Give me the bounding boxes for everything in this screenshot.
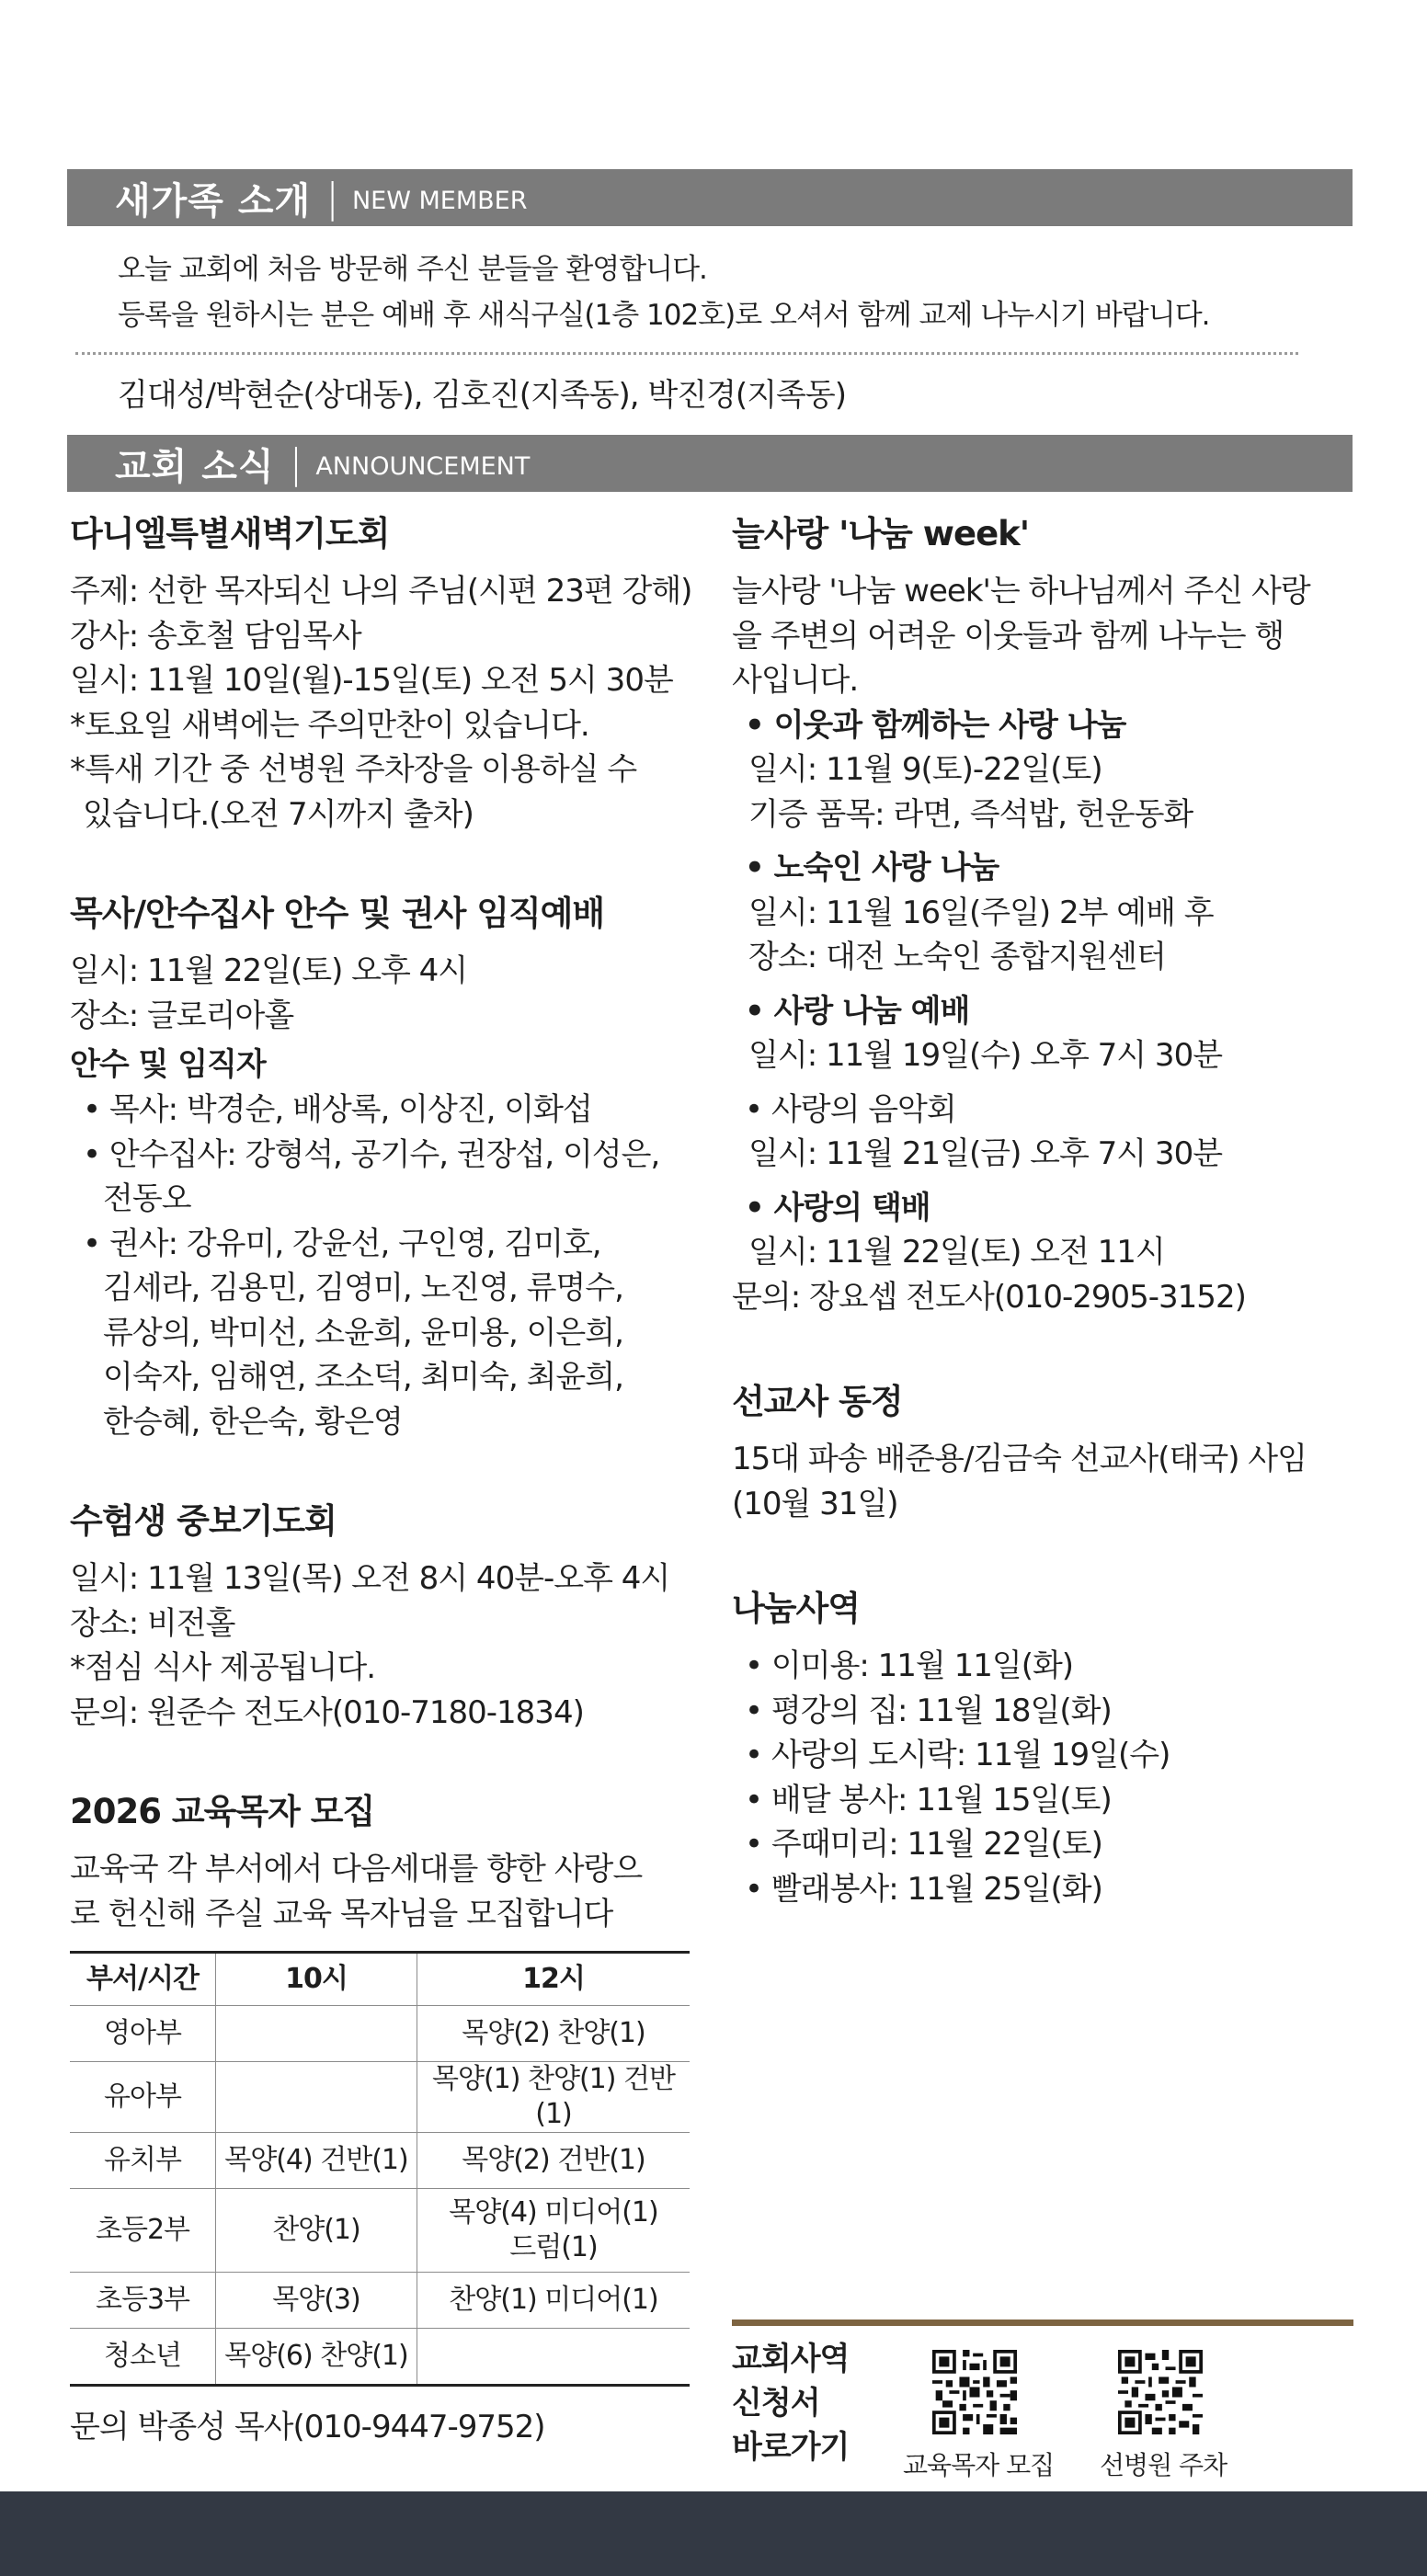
announcement-header — [67, 435, 1353, 492]
header-divider: | — [289, 439, 303, 487]
ordination-bullet: • 안수집사: 강형석, 공기수, 권장섭, 이성은, — [83, 1135, 660, 1173]
missionary-line: (10월 31일) — [732, 1485, 898, 1522]
daniel-line: 강사: 송호철 담임목사 — [70, 617, 361, 655]
ministry-item: • 평강의 집: 11월 18일(화) — [745, 1692, 1112, 1729]
share-item-title: • 노숙인 사랑 나눔 — [745, 849, 999, 886]
table-cell: 유아부 — [70, 2062, 216, 2133]
header-divider: | — [325, 174, 339, 222]
ordination-title: 목사/안수집사 안수 및 권사 임직예배 — [70, 894, 605, 933]
missionary-title: 선교사 동정 — [732, 1382, 903, 1421]
shortcut-label: 교회사역 신청서 바로가기 — [732, 2341, 850, 2466]
new-member-intro — [118, 246, 1210, 338]
table-cell: 찬양(1) 미디어(1) — [417, 2273, 691, 2329]
exam-line: 문의: 원준수 전도사(010-7180-1834) — [70, 1693, 584, 1731]
table-cell-line: 드럼(1) — [509, 2231, 598, 2263]
table-cell: 초등3부 — [70, 2273, 216, 2329]
edu-title: 2026 교육목자 모집 — [70, 1792, 375, 1831]
table-cell — [417, 2189, 691, 2273]
table-cell: 유치부 — [70, 2133, 216, 2189]
table-row — [70, 2062, 690, 2133]
daniel-line: *토요일 새벽에는 주의만찬이 있습니다. — [70, 706, 589, 744]
table-cell: 목양(1) 찬양(1) 건반(1) — [417, 2062, 691, 2133]
ordination-cont: 전동오 — [103, 1180, 191, 1217]
table-row — [70, 2133, 690, 2189]
table-row — [70, 2006, 690, 2062]
table-cell: 초등2부 — [70, 2189, 216, 2273]
ministry-item: • 주때미리: 11월 22일(토) — [745, 1826, 1102, 1863]
table-header: 12시 — [417, 1953, 691, 2006]
new-member-title: 새가족 소개 — [115, 179, 312, 222]
table-cell — [216, 2006, 417, 2062]
share-item-line: 일시: 11월 16일(주일) 2부 예배 후 — [748, 894, 1214, 931]
daniel-line: 있습니다.(오전 7시까지 출차) — [83, 795, 474, 833]
table-cell-line: 목양(4) 미디어(1) — [449, 2196, 658, 2228]
table-cell: 영아부 — [70, 2006, 216, 2062]
share-item-title: • 사랑의 택배 — [745, 1189, 930, 1226]
table-cell: 목양(2) 건반(1) — [417, 2133, 691, 2189]
table-cell: 청소년 — [70, 2329, 216, 2386]
qr-caption-parking: 선병원 주차 — [1100, 2450, 1227, 2480]
ordination-bullet: • 권사: 강유미, 강윤선, 구인영, 김미호, — [83, 1225, 601, 1262]
table-cell — [216, 2062, 417, 2133]
exam-line: *점심 식사 제공됩니다. — [70, 1649, 376, 1686]
ministry-item: • 빨래봉사: 11월 25일(화) — [745, 1870, 1102, 1908]
edu-desc: 교육국 각 부서에서 다음세대를 향한 사랑으 — [70, 1851, 643, 1887]
table-row — [70, 2329, 690, 2386]
exam-line: 장소: 비전홀 — [70, 1604, 235, 1642]
new-member-title-en: NEW MEMBER — [351, 186, 528, 215]
ministry-title: 나눔사역 — [732, 1589, 860, 1628]
exam-title: 수험생 중보기도회 — [70, 1501, 337, 1541]
share-item-line: 일시: 11월 9(토)-22일(토) — [748, 751, 1102, 788]
share-item-line: 기증 품목: 라면, 즉석밥, 헌운동화 — [748, 795, 1193, 833]
qr-code-icon[interactable] — [932, 2350, 1017, 2434]
share-item-line: 일시: 11월 22일(토) 오전 11시 — [748, 1234, 1165, 1271]
share-item-line: 일시: 11월 21일(금) 오후 7시 30분 — [748, 1135, 1223, 1172]
edu-table — [70, 1951, 690, 2387]
new-member-header — [67, 169, 1353, 226]
table-header: 부서/시간 — [70, 1953, 216, 2006]
missionary-line: 15대 파송 배준용/김금숙 선교사(태국) 사임 — [732, 1441, 1307, 1477]
ministry-item: • 배달 봉사: 11월 15일(토) — [745, 1781, 1112, 1818]
share-week-contact: 문의: 장요셉 전도사(010-2905-3152) — [732, 1278, 1246, 1316]
ministry-item: • 이미용: 11월 11일(화) — [745, 1647, 1074, 1684]
table-row — [70, 2273, 690, 2329]
ordination-line: 장소: 글로리아홀 — [70, 997, 294, 1034]
table-row — [70, 2189, 690, 2273]
intro-line: 오늘 교회에 처음 방문해 주신 분들을 환영합니다. — [118, 253, 707, 286]
table-header-row — [70, 1953, 690, 2006]
table-cell: 목양(6) 찬양(1) — [216, 2329, 417, 2386]
share-week-desc: 을 주변의 어려운 이웃들과 함께 나누는 행 — [732, 617, 1284, 655]
ordination-line: 일시: 11월 22일(토) 오후 4시 — [70, 952, 468, 989]
qr-code-icon[interactable] — [1118, 2350, 1203, 2434]
daniel-line: 주제: 선한 목자되신 나의 주님(시편 23편 강해) — [70, 573, 692, 610]
table-cell: 목양(4) 건반(1) — [216, 2133, 417, 2189]
announcement-title: 교회 소식 — [115, 445, 275, 488]
table-header: 10시 — [216, 1953, 417, 2006]
dotted-divider — [75, 352, 1298, 355]
share-item-line: 장소: 대전 노숙인 종합지원센터 — [748, 939, 1166, 975]
exam-line: 일시: 11월 13일(목) 오전 8시 40분-오후 4시 — [70, 1560, 670, 1597]
share-item-line: 일시: 11월 19일(수) 오후 7시 30분 — [748, 1037, 1223, 1074]
table-cell — [417, 2329, 691, 2386]
qr-caption-edu: 교육목자 모집 — [903, 2450, 1055, 2480]
right-column — [732, 508, 1357, 1911]
ordination-subtitle: 안수 및 임직자 — [70, 1046, 266, 1083]
share-week-desc: 늘사랑 '나눔 week'는 하나님께서 주신 사랑 — [732, 573, 1310, 610]
daniel-line: *특새 기간 중 선병원 주차장을 이용하실 수 — [70, 751, 637, 788]
ordination-cont: 류상의, 박미선, 소윤희, 윤미용, 이은희, — [103, 1314, 623, 1351]
new-member-names: 김대성/박현순(상대동), 김호진(지족동), 박진경(지족동) — [118, 377, 846, 414]
ordination-cont: 이숙자, 임해연, 조소덕, 최미숙, 최윤희, — [103, 1359, 623, 1396]
table-cell: 목양(2) 찬양(1) — [417, 2006, 691, 2062]
daniel-line: 일시: 11월 10일(월)-15일(토) 오전 5시 30분 — [70, 662, 673, 699]
daniel-title: 다니엘특별새벽기도회 — [70, 514, 390, 553]
share-item-title: • 사랑의 음악회 — [745, 1090, 956, 1128]
ordination-cont: 김세라, 김용민, 김영미, 노진영, 류명수, — [103, 1270, 623, 1306]
ministry-item: • 사랑의 도시락: 11월 19일(수) — [745, 1737, 1170, 1773]
table-cell: 찬양(1) — [216, 2189, 417, 2273]
share-item-title: • 사랑 나눔 예배 — [745, 992, 970, 1030]
share-week-desc: 사입니다. — [732, 662, 859, 699]
ordination-bullet: • 목사: 박경순, 배상록, 이상진, 이화섭 — [83, 1091, 592, 1128]
left-column — [70, 508, 695, 2450]
table-cell: 목양(3) — [216, 2273, 417, 2329]
intro-line: 등록을 원하시는 분은 예배 후 새식구실(1층 102호)로 오셔서 함께 교제 나누시기 바랍니다. — [118, 299, 1210, 332]
edu-desc: 로 헌신해 주실 교육 목자님을 모집합니다 — [70, 1895, 613, 1932]
shortcut-divider — [732, 2320, 1353, 2326]
announcement-title-en: ANNOUNCEMENT — [315, 451, 531, 481]
edu-contact: 문의 박종성 목사(010-9447-9752) — [70, 2409, 545, 2445]
share-item-title: • 이웃과 함께하는 사랑 나눔 — [745, 706, 1126, 744]
ordination-cont: 한승혜, 한은숙, 황은영 — [103, 1403, 403, 1441]
share-week-title: 늘사랑 '나눔 week' — [732, 514, 1030, 553]
footer-bar — [0, 2491, 1427, 2576]
